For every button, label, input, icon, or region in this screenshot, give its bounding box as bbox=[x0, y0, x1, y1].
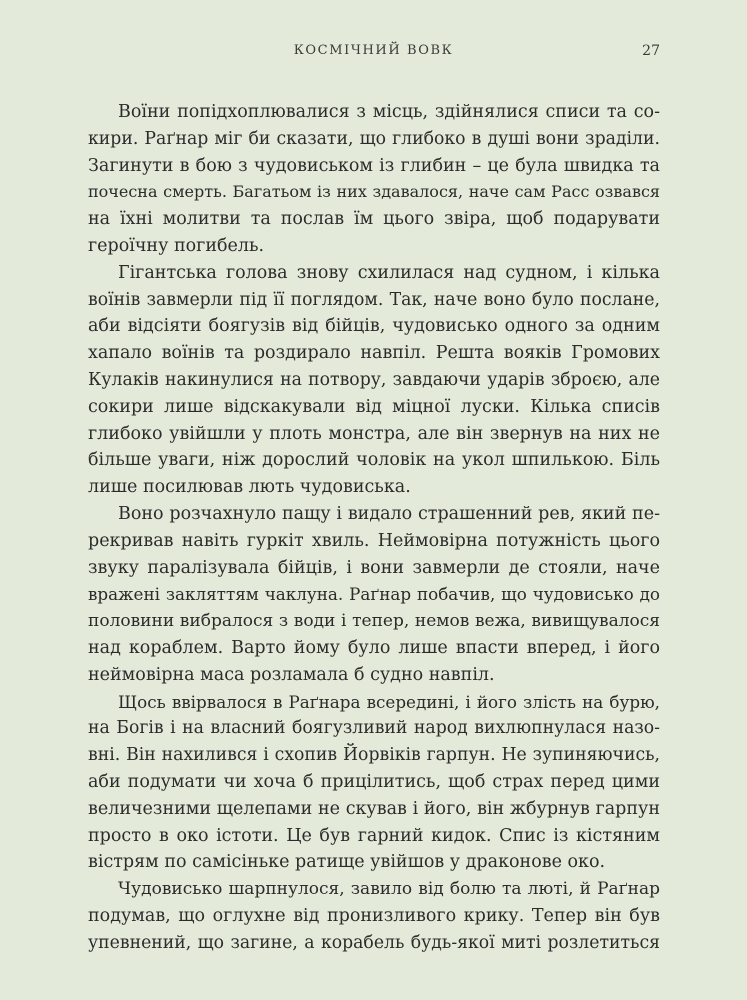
text-line: глибоко увійшли у плоть монстра, але він звернув на них не bbox=[88, 423, 660, 444]
text-line: половини вибралося з води і тепер, немов вежа, вивищувалося bbox=[88, 611, 660, 632]
text-line: величезними щелепами не скував і його, він жбурнув гарпун bbox=[88, 798, 660, 819]
text-line: упевнений, що загине, а корабель будь-якої миті розлетиться bbox=[88, 932, 660, 953]
text-line: на Богів і на власний боягузливий народ вихлюпнулася назо- bbox=[88, 718, 660, 739]
text-line: рекривав навіть гуркіт хвиль. Неймовірна потужність цього bbox=[88, 530, 660, 551]
body-text bbox=[88, 99, 660, 957]
text-line: більше уваги, ніж дорослий чоловік на укол шпилькою. Біль bbox=[88, 450, 660, 471]
text-line: Загинути в бою з чудовиськом із глибин – це була швидка та bbox=[88, 155, 660, 176]
text-line: кири. Раґнар міг би сказати, що глибоко в душі вони зраділи. bbox=[88, 128, 660, 149]
text-line: Гігантська голова знову схилилася над судном, і кілька bbox=[118, 262, 660, 283]
text-line: на їхні молитви та послав їм цього звіра, щоб подарувати bbox=[88, 209, 660, 230]
text-line: хапало воїнів та роздирало навпіл. Решта вояків Громових bbox=[88, 343, 660, 364]
text-line: лише посилював лють чудовиська. bbox=[88, 477, 411, 498]
text-line: героїчну погибель. bbox=[88, 235, 265, 256]
page-number: 27 bbox=[642, 43, 660, 59]
text-line: звуку паралізувала бійців, і вони завмерли де стояли, наче bbox=[88, 557, 660, 578]
text-line: Воїни попідхоплювалися з місць, здійнялися списи та со- bbox=[118, 102, 660, 122]
text-line: Чудовисько шарпнулося, завило від болю та люті, й Раґнар bbox=[118, 879, 660, 900]
text-line: аби подумати чи хоча б прицілитись, щоб страх перед цими bbox=[88, 771, 660, 792]
text-line: почесна смерть. Багатьом із них здавалося, наче сам Расс озвався bbox=[88, 182, 660, 202]
text-line: Кулаків накинулися на потвору, завдаючи ударів зброєю, але bbox=[88, 369, 660, 390]
text-line: над кораблем. Варто йому було лише впасти вперед, і його bbox=[88, 637, 660, 658]
text-line: вістрям по самісіньке ратище увійшов у драконове око. bbox=[88, 852, 606, 873]
text-line: вні. Він нахилився і схопив Йорвіків гарпун. Не зупиняючись, bbox=[88, 745, 660, 766]
text-line: неймовірна маса розламала б судно навпіл. bbox=[88, 664, 495, 685]
text-line: сокири лише відскакували від міцної луски. Кілька списів bbox=[88, 396, 660, 417]
text-line: Щось ввірвалося в Раґнара всередині, і його злість на бурю, bbox=[118, 691, 660, 712]
text-line: просто в око істоти. Це був гарний кидок. Спис із кістяним bbox=[88, 825, 660, 846]
text-line: аби відсіяти боягузів від бійців, чудовисько одного за одним bbox=[88, 316, 660, 337]
text-line: Воно розчахнуло пащу і видало страшенний рев, який пе- bbox=[118, 503, 660, 524]
text-line: вражені закляттям чаклуна. Раґнар побачив, що чудовисько до bbox=[88, 584, 660, 605]
text-line: подумав, що оглухне від пронизливого крику. Тепер він був bbox=[88, 905, 660, 926]
running-title: КОСМІЧНИЙ ВОВК bbox=[293, 43, 454, 58]
text-line: воїнів завмерли під її поглядом. Так, наче воно було послане, bbox=[88, 289, 660, 310]
running-header bbox=[0, 43, 747, 63]
